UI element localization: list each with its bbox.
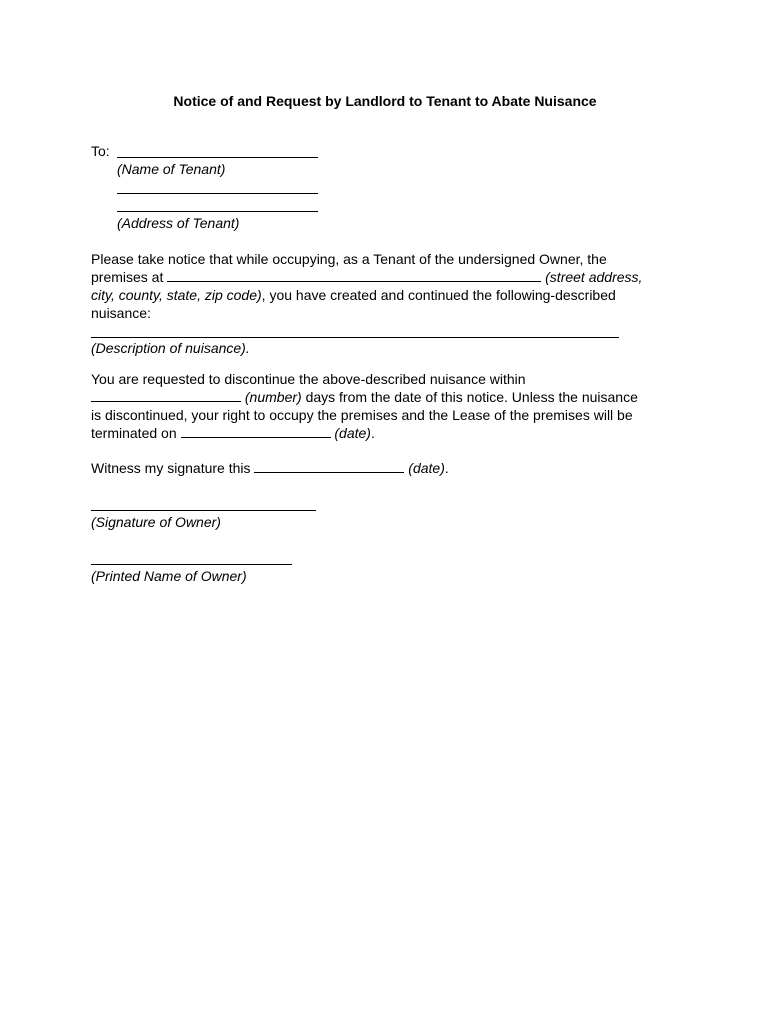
printed-name-line[interactable] — [91, 564, 292, 565]
number-caption: (number) — [244, 389, 302, 405]
para2-line2 — [91, 389, 638, 405]
para1-line4: nuisance: — [91, 305, 151, 321]
para2-days-text: days from the date of this notice. Unless the nuisance — [305, 389, 638, 405]
para1-line2 — [91, 269, 642, 285]
nuisance-caption: (Description of nuisance). — [91, 340, 250, 356]
para2-line4 — [91, 425, 375, 441]
tenant-address-line-2[interactable] — [117, 211, 318, 212]
signature-line[interactable] — [91, 510, 316, 511]
tenant-address-caption: (Address of Tenant) — [117, 215, 240, 231]
terminated-on-label: terminated on — [91, 425, 177, 441]
witness-date-blank[interactable] — [254, 460, 404, 473]
termination-date-caption: (date) — [334, 425, 371, 441]
termination-date-blank[interactable] — [181, 425, 331, 438]
para1-line3 — [91, 287, 616, 303]
premises-address-blank[interactable] — [167, 269, 541, 282]
witness-date-caption: (date) — [408, 460, 445, 476]
premises-label: premises at — [91, 269, 164, 285]
witness-label: Witness my signature this — [91, 460, 251, 476]
to-label: To: — [91, 143, 110, 159]
street-address-caption: (street address, — [545, 269, 643, 285]
witness-line — [91, 460, 449, 476]
tenant-name-line[interactable] — [117, 157, 318, 158]
nuisance-description-line[interactable] — [91, 337, 619, 338]
para1-line1: Please take notice that while occupying, as a Tenant of the undersigned Owner, the — [91, 251, 607, 267]
signature-caption: (Signature of Owner) — [91, 514, 221, 530]
printed-name-caption: (Printed Name of Owner) — [91, 568, 247, 584]
tenant-address-line-1[interactable] — [117, 193, 318, 194]
termination-period: . — [370, 425, 375, 441]
number-of-days-blank[interactable] — [91, 389, 241, 402]
city-county-caption: city, county, state, zip code) — [91, 287, 262, 303]
document-title: Notice of and Request by Landlord to Tenant to Abate Nuisance — [173, 93, 597, 109]
witness-period: . — [444, 460, 449, 476]
para1-continuation: , you have created and continued the following-described — [261, 287, 616, 303]
tenant-name-caption: (Name of Tenant) — [117, 161, 226, 177]
para2-line1: You are requested to discontinue the above-described nuisance within — [91, 371, 526, 387]
para2-line3: is discontinued, your right to occupy the premises and the Lease of the premises will be — [91, 407, 633, 423]
